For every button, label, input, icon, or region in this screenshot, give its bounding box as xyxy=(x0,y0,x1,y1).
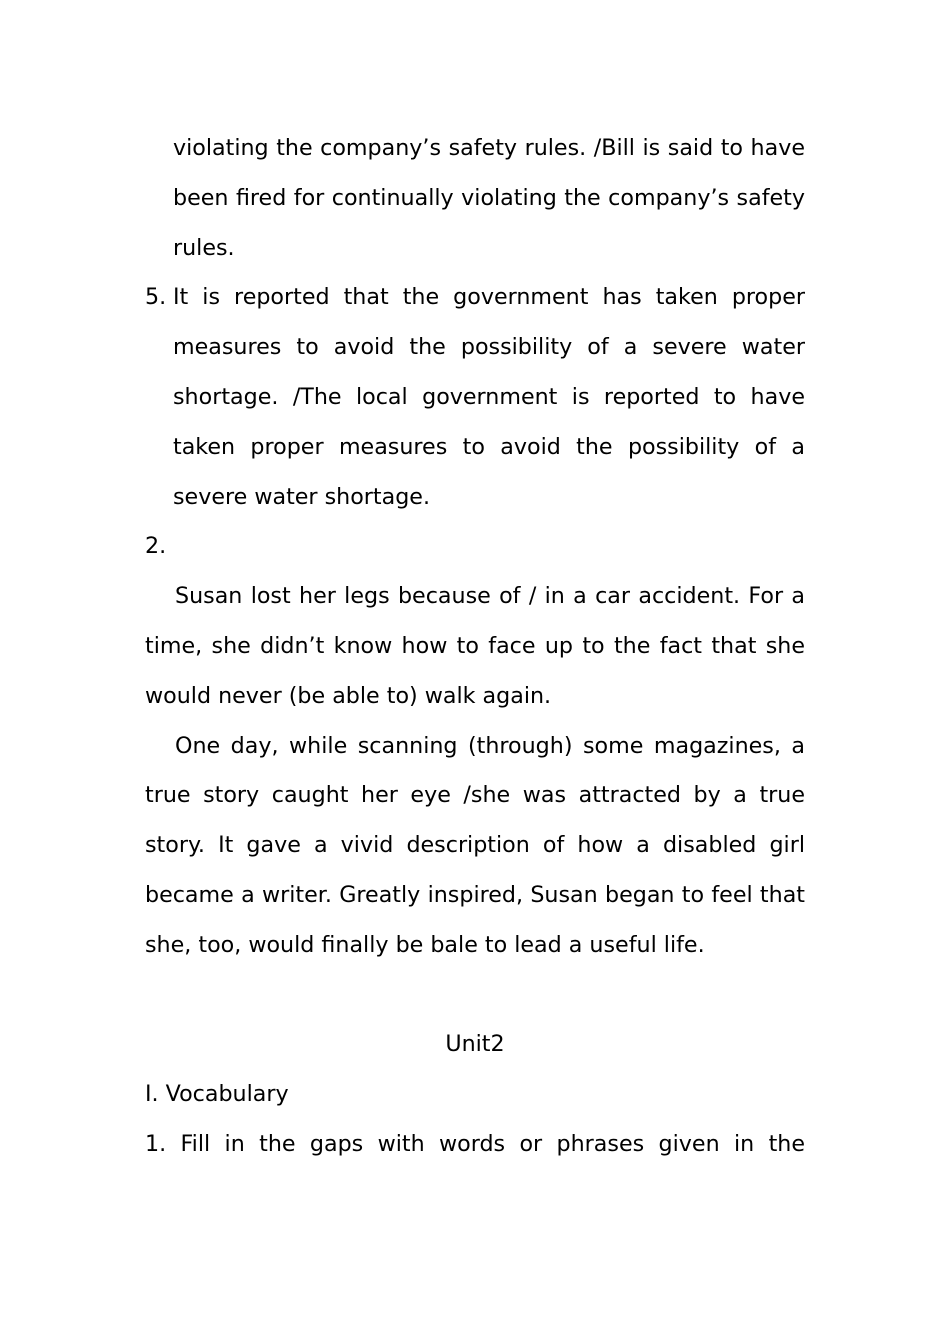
list-item-5 xyxy=(145,273,805,522)
exercise-1-instruction: 1. Fill in the gaps with words or phrases given in the xyxy=(145,1130,805,1157)
list-item-number: 5. xyxy=(145,284,167,311)
list-item-text: It is reported that the government has taken proper measures to avoid the possibility of a severe water shortage. /The local government is reported to have taken proper measures to avoid the possibility of a severe water shortage. xyxy=(173,284,805,510)
blank-line xyxy=(145,971,805,1021)
unit-title: Unit2 xyxy=(445,1031,505,1058)
paragraph-1: Susan lost her legs because of / in a car accident. For a time, she didn’t know how to face up to the fact that she would never (be able to) walk again. xyxy=(145,583,805,709)
paragraph-2: One day, while scanning (through) some magazines, a true story caught her eye /she was attracted by a true story. It gave a vivid description of how a disabled girl became a writer. Greatly inspired, Susan began to feel that she, too, would finally be bale to lead a useful life. xyxy=(145,732,805,958)
vocabulary-heading: I. Vocabulary xyxy=(145,1081,289,1108)
section-2-label: 2. xyxy=(145,533,167,560)
item-4-continuation: violating the company’s safety rules. /Bill is said to have been fired for continually violating the company’s safety rules. xyxy=(173,135,805,261)
document-page xyxy=(145,124,805,1170)
